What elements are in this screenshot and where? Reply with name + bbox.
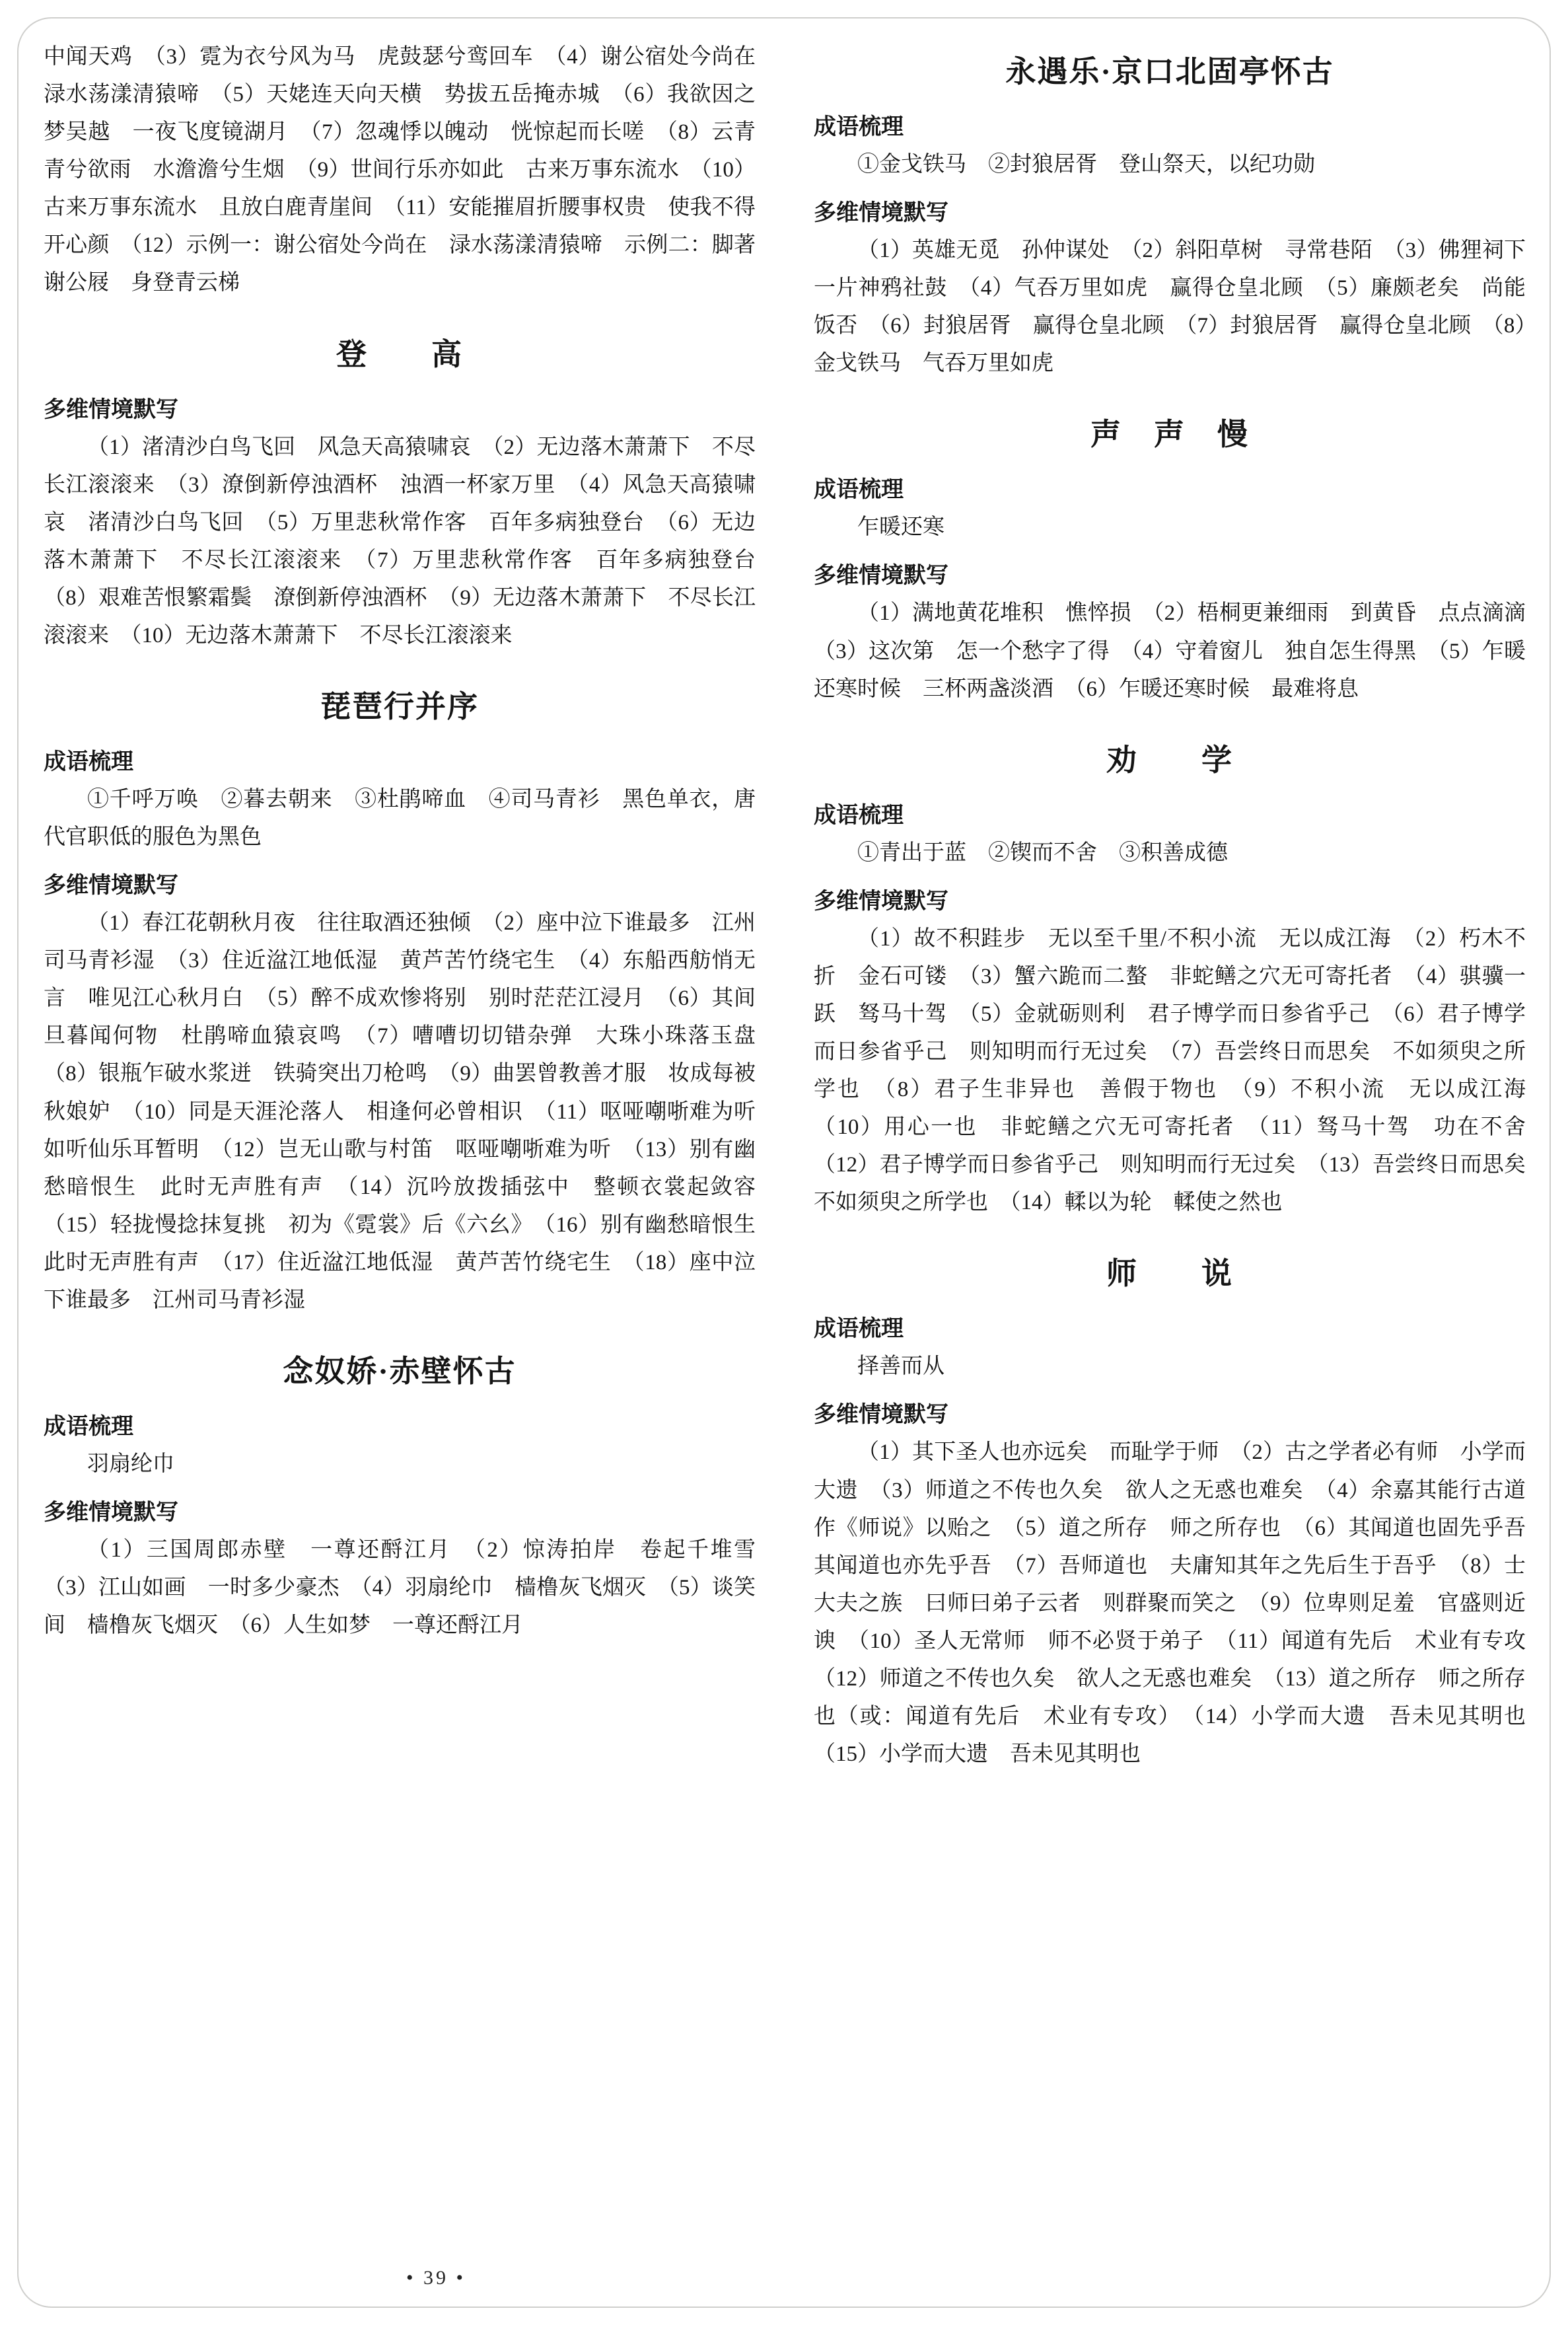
block-label: 多维情境默写 bbox=[814, 200, 948, 226]
block-text: ①千呼万唤 ②暮去朝来 ③杜鹃啼血 ④司马青衫 黑色单衣，唐代官职低的服色为黑色 bbox=[44, 788, 756, 850]
section-title: 登 高 bbox=[336, 337, 463, 371]
section-title: 念奴娇·赤壁怀古 bbox=[283, 1354, 517, 1389]
block-label: 成语梳理 bbox=[814, 477, 904, 503]
section-shengshengman bbox=[814, 410, 1548, 708]
block-label: 成语梳理 bbox=[44, 749, 133, 775]
block-text: （1）其下圣人也亦远矣 而耻学于师 （2）古之学者必有师 小学而大遗 （3）师道之不传也久矣 欲人之无惑也难矣 （4）余嘉其能行古道 作《师说》以贻之 （5）道之所存 师之所存也 （6）其闻道也固先乎吾 其闻道也亦先乎吾 （7）吾师道也 夫庸知其年之先后生于吾乎 （8）士大夫之族 曰师曰弟子云者 则群聚而笑之 （9）位卑则足羞 官盛则近谀 （10）圣人无常师 师不必贤于弟子 （11）闻道有先后 术业有专攻 （12）师道之不传也久矣 欲人之无惑也难矣 （13）道之所存 师之所存也（或：闻道有先后 术业有专攻） （14）小学而大遗 吾未见其明也 （15）小学而大遗 吾未见其明也 bbox=[814, 1440, 1548, 1767]
block-label: 多维情境默写 bbox=[814, 888, 948, 914]
section-shishuo bbox=[814, 1249, 1548, 1773]
section-niannujiao bbox=[44, 1347, 777, 1644]
two-column-layout bbox=[44, 38, 1548, 1773]
block-text: 羽扇纶巾 bbox=[87, 1452, 174, 1477]
block-label: 多维情境默写 bbox=[814, 1402, 948, 1428]
block-text: （1）英雄无觅 孙仲谋处 （2）斜阳草树 寻常巷陌 （3）佛狸祠下 一片神鸦社鼓 （4）气吞万里如虎 赢得仓皇北顾 （5）廉颇老矣 尚能饭否 （6）封狼居胥 赢得仓皇北顾 （7）封狼居胥 赢得仓皇北顾 （8）金戈铁马 气吞万里如虎 bbox=[814, 239, 1548, 376]
block-text: （1）渚清沙白鸟飞回 风急天高猿啸哀 （2）无边落木萧萧下 不尽长江滚滚来 （3）潦倒新停浊酒杯 浊酒一杯家万里 （4）风急天高猿啸哀 渚清沙白鸟飞回 （5）万里悲秋常作客 百年多病独登台 （6）无边落木萧萧下 不尽长江滚滚来 （7）万里悲秋常作客 百年多病独登台 （8）艰难苦恨繁霜鬓 潦倒新停浊酒杯 （9）无边落木萧萧下 不尽长江滚滚来 （10）无边落木萧萧下 不尽长江滚滚来 bbox=[44, 435, 777, 647]
section-denggao bbox=[44, 330, 777, 655]
section-title: 劝 学 bbox=[1106, 743, 1233, 777]
section-title: 声 声 慢 bbox=[1090, 418, 1249, 452]
block-label: 多维情境默写 bbox=[44, 396, 178, 422]
block-text: ①金戈铁马 ②封狼居胥 登山祭天，以纪功勋 bbox=[857, 153, 1315, 176]
section-title: 师 说 bbox=[1106, 1257, 1233, 1291]
block-text: 择善而从 bbox=[857, 1354, 944, 1379]
right-column bbox=[814, 38, 1548, 1773]
block-text: （1）满地黄花堆积 憔悴损 （2）梧桐更兼细雨 到黄昏 点点滴滴 （3）这次第 怎一个愁字了得 （4）守着窗儿 独自怎生得黑 （5）乍暖还寒时候 三杯两盏淡酒 （6）乍暖还寒时候 最难将息 bbox=[814, 601, 1548, 701]
block-label: 多维情境默写 bbox=[814, 563, 948, 589]
block-label: 多维情境默写 bbox=[44, 873, 178, 899]
left-column bbox=[44, 38, 777, 1773]
section-quanxue bbox=[814, 736, 1548, 1222]
section-title: 琵琶行并序 bbox=[320, 690, 479, 724]
block-text: （1）春江花朝秋月夜 往往取酒还独倾 （2）座中泣下谁最多 江州司马青衫湿 （3）住近湓江地低湿 黄芦苦竹绕宅生 （4）东船西舫悄无言 唯见江心秋月白 （5）醉不成欢惨将别 别时茫茫江浸月 （6）其间旦暮闻何物 杜鹃啼血猿哀鸣 （7）嘈嘈切切错杂弹 大珠小珠落玉盘 （8）银瓶乍破水浆迸 铁骑突出刀枪鸣 （9）曲罢曾教善才服 妆成每被秋娘妒 （10）同是天涯沦落人 相逢何必曾相识 （11）呕哑嘲哳难为听 如听仙乐耳暂明 （12）岂无山歌与村笛 呕哑嘲哳难为听 （13）别有幽愁暗恨生 此时无声胜有声 （14）沉吟放拨插弦中 整顿衣裳起敛容 （15）轻拢慢捻抹复挑 初为《霓裳》后《六幺》 （16）别有幽愁暗恨生 此时无声胜有声 （17）住近湓江地低湿 黄芦苦竹绕宅生 （18）座中泣下谁最多 江州司马青衫湿 bbox=[44, 911, 777, 1312]
section-title: 永遇乐·京口北固亭怀古 bbox=[1005, 55, 1334, 89]
section-yongyule bbox=[814, 48, 1548, 383]
block-text: （1）三国周郎赤壁 一尊还酹江月 （2）惊涛拍岸 卷起千堆雪 （3）江山如画 一时多少豪杰 （4）羽扇纶巾 樯橹灰飞烟灭 （5）谈笑间 樯橹灰飞烟灭 （6）人生如梦 一尊还酹江月 bbox=[44, 1538, 777, 1638]
block-text: （1）故不积跬步 无以至千里/不积小流 无以成江海 （2）朽木不折 金石可镂 （3）蟹六跪而二螯 非蛇鳝之穴无可寄托者 （4）骐骥一跃 驽马十驾 （5）金就砺则利 君子博学而日参省乎己 （6）君子博学而日参省乎己 则知明而行无过矣 （7）吾尝终日而思矣 不如须臾之所学也 （8）君子生非异也 善假于物也 （9）不积小流 无以成江海 （10）用心一也 非蛇鳝之穴无可寄托者 （11）驽马十驾 功在不舍 （12）君子博学而日参省乎己 则知明而行无过矣 （13）吾尝终日而思矣 不如须臾之所学也 （14）輮以为轮 輮使之然也 bbox=[814, 926, 1548, 1215]
block-label: 成语梳理 bbox=[814, 1316, 904, 1342]
block-label: 多维情境默写 bbox=[44, 1500, 178, 1526]
block-label: 成语梳理 bbox=[814, 802, 904, 828]
block-text: 乍暖还寒 bbox=[857, 515, 944, 540]
block-label: 成语梳理 bbox=[44, 1414, 133, 1440]
block-label: 成语梳理 bbox=[814, 114, 904, 139]
section-pipaxing bbox=[44, 683, 777, 1319]
continuation-paragraph: 中闻天鸡 （3）霓为衣兮风为马 虎鼓瑟兮鸾回车 （4）谢公宿处今尚在 渌水荡漾清猿啼 （5）天姥连天向天横 势拔五岳掩赤城 （6）我欲因之梦吴越 一夜飞度镜湖月 （7）忽魂悸以魄动 恍惊起而长嗟 （8）云青青兮欲雨 水澹澹兮生烟 （9）世间行乐亦如此 古来万事东流水 （10）古来万事东流水 且放白鹿青崖间 （11）安能摧眉折腰事权贵 使我不得开心颜 （12）示例一：谢公宿处今尚在 渌水荡漾清猿啼 示例二：脚著谢公屐 身登青云梯 bbox=[44, 45, 777, 295]
page-number: • 39 • bbox=[406, 2267, 466, 2289]
block-text: ①青出于蓝 ②锲而不舍 ③积善成德 bbox=[857, 840, 1228, 865]
